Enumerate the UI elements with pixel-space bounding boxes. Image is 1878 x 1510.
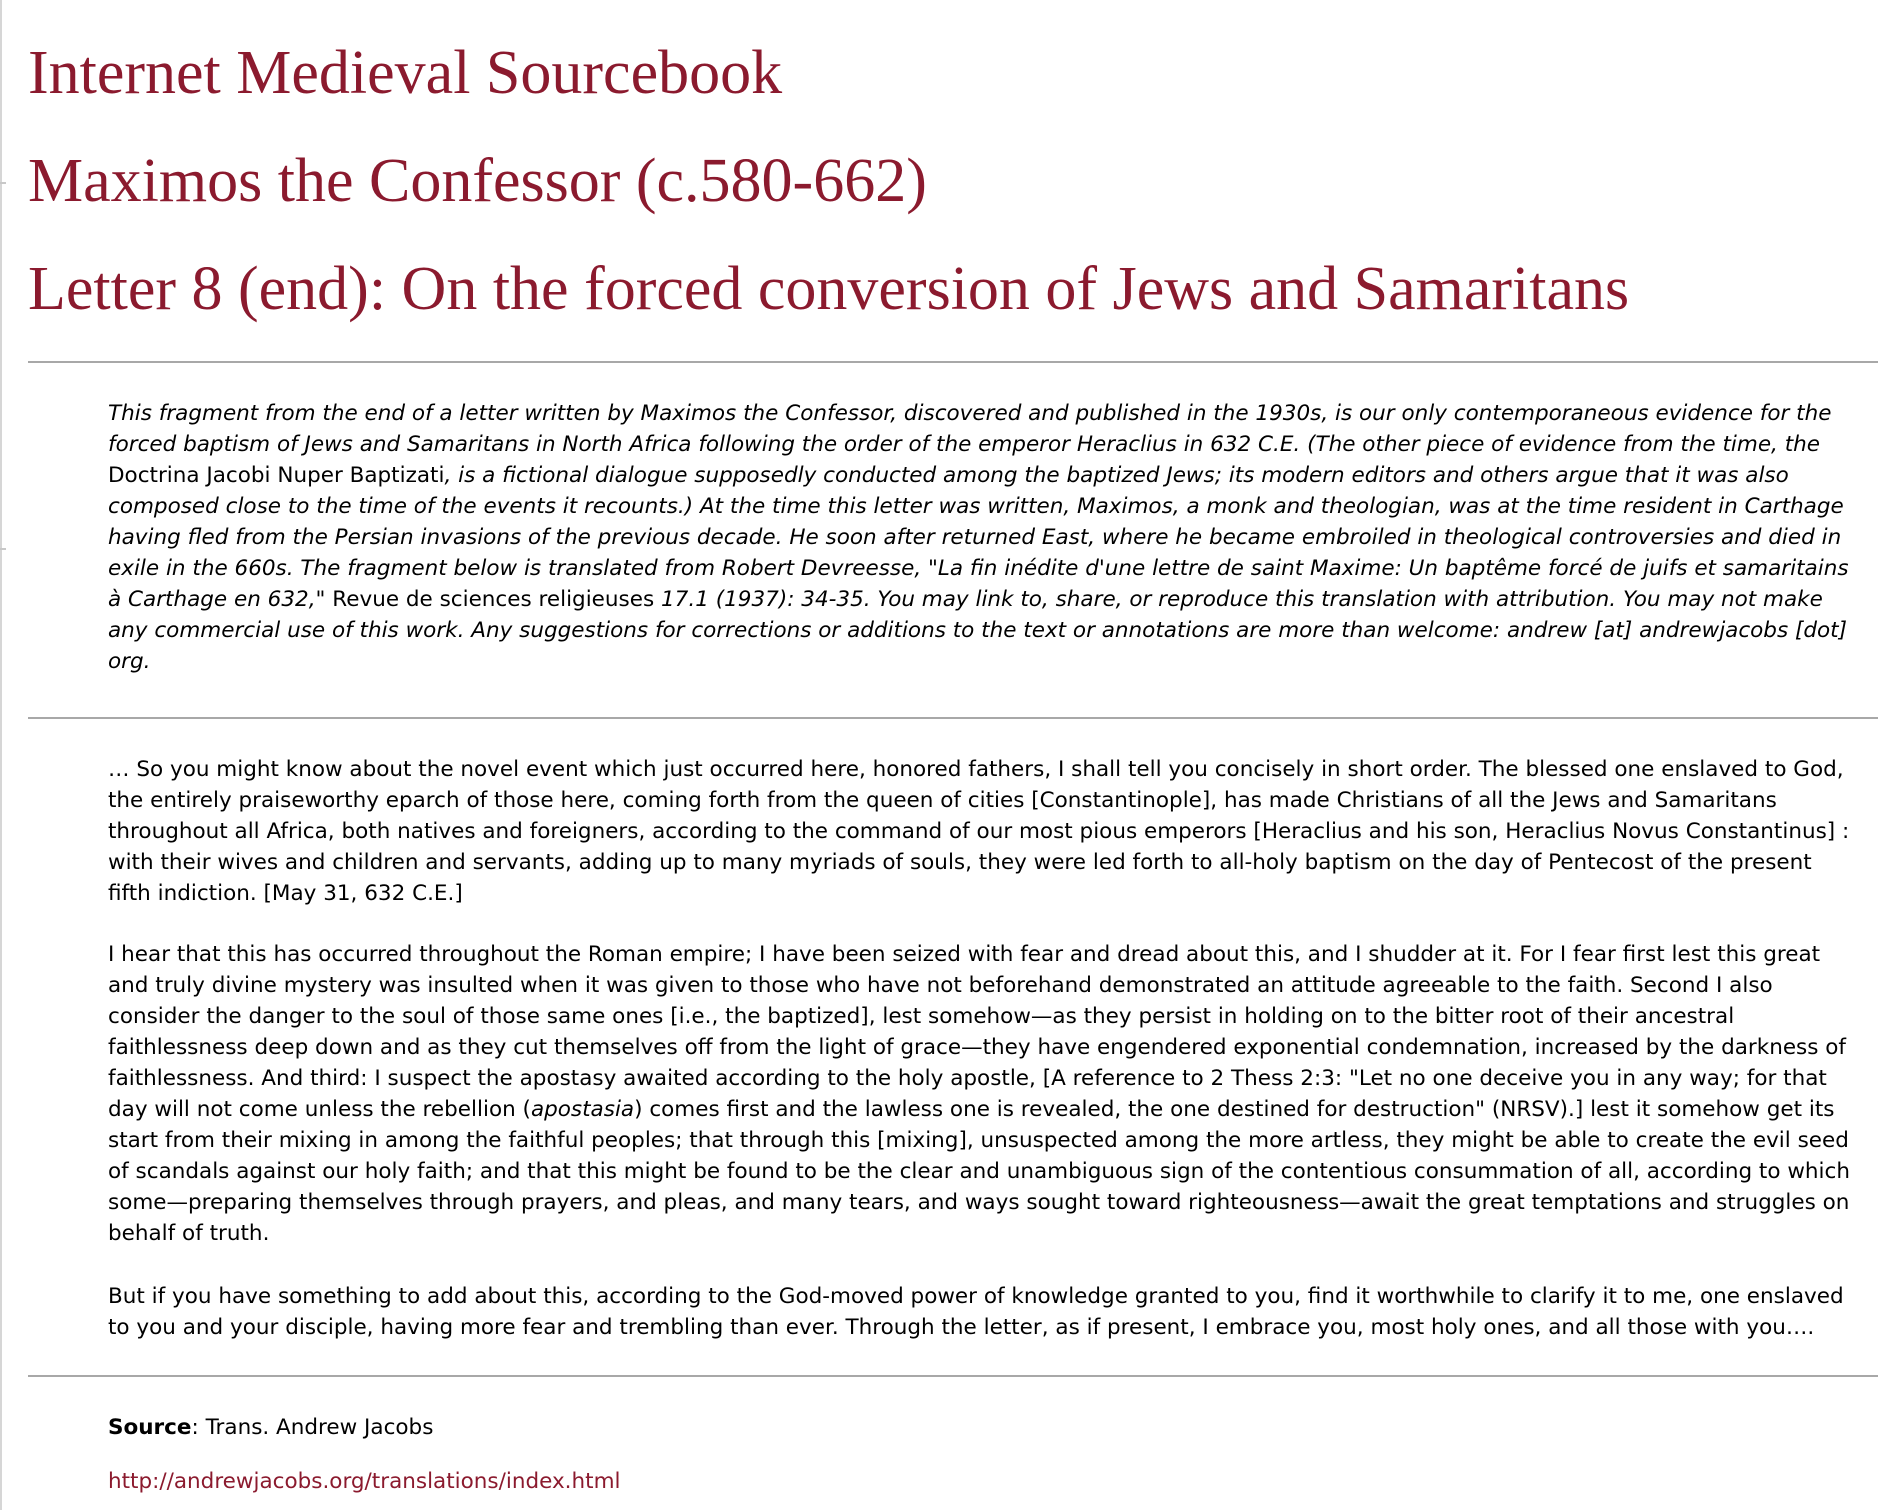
- greek-term: apostasia: [530, 1097, 635, 1122]
- intro-text-2: , is a fictional dialogue supposedly conducted among the baptized Jews; its modern editors and others argue that it was also composed close to the time of the events it recounts.) At the time this letter was written, Maximos, a monk and theologian, was at the time resident in Carthage having fled from the Persian invasions of the previous decade. He soon after returned East, where he became embroiled in theological controversies and died in exile in the 660s. The fragment below is translated from Robert Devreesse, "La fin inédite d'une lettre de saint Maxime: Un baptême forcé de juifs et samaritains à Carthage en 632,": [108, 463, 1849, 612]
- intro-work-title-2: Revue de sciences religieuses: [332, 587, 655, 612]
- window-left-edge: [0, 0, 2, 1510]
- window-edge-tick: [0, 548, 6, 550]
- letter-paragraph-1: … So you might know about the novel event which just occurred here, honored fathers, I shall tell you concisely in short order. The blessed one enslaved to God, the entirely praiseworthy eparch of those here, coming forth from the queen of cities [Constantinople], has made Christians of all the Jews and Samaritans throughout all Africa, both natives and foreigners, according to the command of our most pious emperors [Heraclius and his son, Heraclius Novus Constantinus] : with their wives and children and servants, adding up to many myriads of souls, they were led forth to all-holy baptism on the day of Pentecost of the present fifth indiction. [May 31, 632 C.E.]: [108, 757, 1850, 906]
- header-divider: [28, 361, 1878, 363]
- footer-divider: [28, 1375, 1878, 1377]
- window-edge-tick: [0, 182, 6, 184]
- letter-paragraph-2-text-b: ) comes first and the lawless one is revealed, the one destined for destruction" (NRSV).] lest it somehow get its start from their mixing in among the faithful peoples; that through this [mixing], unsuspected among the more artless, they might be able to create the evil seed of scandals against our holy faith; and that this might be found to be the clear and unambiguous sign of the contentious consummation of all, according to which some—preparing themselves through prayers, and pleas, and many tears, and ways sought toward righteousness—await the great temptations and struggles on behalf of truth.: [108, 1097, 1850, 1246]
- source-line: [108, 1412, 433, 1443]
- source-label: Source: [108, 1415, 192, 1440]
- author-title: Maximos the Confessor (c.580-662): [28, 147, 927, 215]
- intro-paragraph: [108, 398, 1858, 677]
- intro-text-1: This fragment from the end of a letter written by Maximos the Confessor, discovered and published in the 1930s, is our only contemporaneous evidence for the forced baptism of Jews and Samaritans in North Africa following the order of the emperor Heraclius in 632 C.E. (The other piece of evidence from the time, the: [108, 401, 1832, 457]
- intro-text-3: 17.1 (1937): 34-35. You may link to, share, or reproduce this translation with attribution. You may not make any commercial use of this work. Any suggestions for corrections or additions to the text or annotations are more than welcome: andrew [at] andrewjacobs [dot] org.: [108, 587, 1848, 674]
- letter-paragraph-2: [108, 939, 1858, 1249]
- document-title: Letter 8 (end): On the forced conversion of Jews and Samaritans: [28, 255, 1630, 323]
- intro-divider: [28, 717, 1878, 719]
- translations-link[interactable]: http://andrewjacobs.org/translations/index.html: [108, 1469, 621, 1494]
- letter-paragraph-2-text-a: I hear that this has occurred throughout the Roman empire; I have been seized with fear and dread about this, and I shudder at it. For I fear first lest this great and truly divine mystery was insulted when it was given to those who have not beforehand demonstrated an attitude agreeable to the faith. Second I also consider the danger to the soul of those same ones [i.e., the baptized], lest somehow—as they persist in holding on to the bitter root of their ancestral faithlessness deep down and as they cut themselves off from the light of grace—they have engendered exponential condemnation, increased by the darkness of faithlessness. And third: I suspect the apostasy awaited according to the holy apostle, [A reference to 2 Thess 2:3: "Let no one deceive you in any way; for that day will not come unless the rebellion (: [108, 942, 1847, 1122]
- letter-paragraph-3: But if you have something to add about this, according to the God-moved power of knowledge granted to you, find it worthwhile to clarify it to me, one enslaved to you and your disciple, having more fear and trembling than ever. Through the letter, as if present, I embrace you, most holy ones, and all those with you….: [108, 1284, 1844, 1340]
- intro-work-title-1: Doctrina Jacobi Nuper Baptizati: [108, 463, 445, 488]
- site-title: Internet Medieval Sourcebook: [28, 39, 783, 107]
- source-text: : Trans. Andrew Jacobs: [191, 1415, 434, 1440]
